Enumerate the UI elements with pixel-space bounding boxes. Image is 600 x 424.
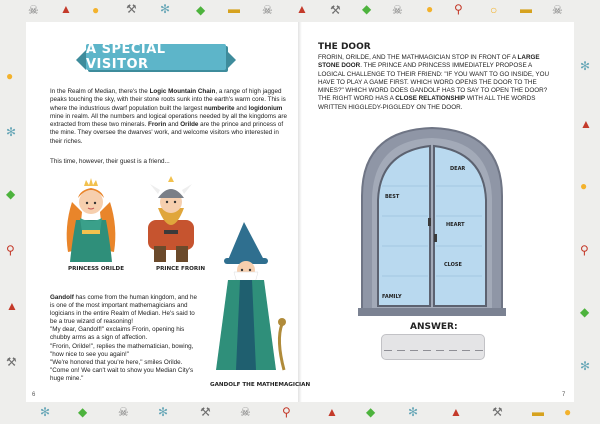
gem-icon: ◆ (580, 305, 590, 319)
door-handle-right (434, 234, 437, 242)
mushroom-icon: ▲ (580, 117, 592, 131)
coral-icon: ✻ (40, 405, 51, 419)
story-paragraph: In the Realm of Median, there's the Logic Mountain Chain, a range of high jagged peaks touching the sky, with their stone roots sunk into the earth's warm core. This is where the industrious dwarf population built the largest numberite and logidonium mine in realm. All the numbers and logical operations needed by all the kingdoms are extracted from these two minerals. Frorin and Orilde are the prince and princess of the mine. They oversee the dwarves' work, and welcome visitors who interested in their riches. (50, 88, 287, 145)
minecart-icon: ▬ (228, 2, 240, 16)
shovel-icon: ⚲ (282, 405, 291, 419)
answer-letter-slot (410, 350, 418, 351)
ring-icon: ○ (490, 3, 498, 17)
coral-icon: ✻ (158, 405, 169, 419)
guest-line: This time, however, their guest is a friend... (50, 158, 170, 165)
coin-icon: ● (92, 3, 100, 17)
coral-icon: ✻ (408, 405, 419, 419)
mushroom-icon: ▲ (60, 2, 72, 16)
answer-letter-slot (436, 350, 444, 351)
shovel-icon: ⚲ (6, 243, 15, 257)
gem-icon: ◆ (362, 2, 372, 16)
pickaxe-icon: ⚒ (492, 405, 503, 419)
answer-letter-slot (423, 350, 431, 351)
answer-letter-slot (462, 350, 470, 351)
minecart-icon: ▬ (520, 2, 532, 16)
princess-caption: PRINCESS ORILDE (68, 266, 125, 272)
door-word-family: FAMILY (382, 294, 402, 300)
skull-icon: ☠ (262, 3, 273, 17)
answer-letter-slot (475, 350, 483, 351)
answer-letter-slot (397, 350, 405, 351)
door-word-close: CLOSE (444, 262, 462, 268)
gem-icon: ◆ (366, 405, 376, 419)
mineral-name: logidonium (248, 104, 283, 112)
pickaxe-icon: ⚒ (6, 355, 17, 369)
mushroom-icon: ▲ (296, 2, 308, 16)
coral-icon: ✻ (580, 59, 591, 73)
answer-label: ANSWER: (410, 322, 458, 332)
character-name: Gandolf (50, 294, 74, 301)
skull-icon: ☠ (552, 3, 563, 17)
coral-icon: ✻ (6, 125, 17, 139)
chapter-banner (86, 44, 226, 70)
dialogue-line: "My dear, Gandolf!" exclaims Frorin, opening his chubby arms as a sign of affection. (50, 326, 185, 342)
banner-tail-left (76, 50, 86, 70)
place-name: Logic Mountain Chain (149, 88, 216, 95)
prince-caption: PRINCE FRORIN (156, 266, 205, 272)
skull-icon: ☠ (392, 3, 403, 17)
coral-icon: ✻ (160, 2, 171, 16)
wizard-caption: GANDOLF THE MATHEMAGICIAN (210, 382, 311, 388)
page-number-right: 7 (562, 392, 566, 398)
mineral-name: numberite (204, 104, 235, 112)
banner-tail-right (226, 50, 236, 70)
dialogue-line: "We're honored that you're here," smiles Orilde. "Come on! We can't wait to show you Median City's huge mine." (50, 358, 194, 382)
door-word-heart: HEART (446, 222, 465, 228)
gem-icon: ◆ (78, 405, 88, 419)
skull-icon: ☠ (118, 405, 129, 419)
dialogue-line: "Frorin, Orilde!", replies the mathematician, bowing, "how nice to see you again!" (50, 342, 194, 358)
princess-illustration (62, 172, 120, 264)
gandolf-paragraph: Gandolf has come from the human kingdom, and he is one of the most important mathemagicians and logicians in the entire Realm of Median. He's said to be a true wizard of reasoning! "My dear, Gandolf!" exclaims Frorin, opening his chubby arms as a sign of affection. "Frorin, Orilde!", replies the mathematician, bowing, "how nice to see you again!" "We're honored that you're here," smiles Orilde. "Come on! We can't wait to show you Median City's huge mine." (50, 294, 198, 382)
door-handle-left (428, 218, 431, 226)
stone-door (358, 126, 506, 316)
pickaxe-icon: ⚒ (200, 405, 211, 419)
mushroom-icon: ▲ (6, 299, 18, 313)
chapter-title: A SPECIAL VISITOR (86, 42, 166, 72)
coin-icon: ● (580, 179, 588, 193)
puzzle-text: FRORIN, ORILDE, AND THE MATHMAGICIAN STOP IN FRONT OF A LARGE STONE DOOR. THE PRINCE AND PRINCESS IMMEDIATELY PROPOSE A LOGICAL CHALLENGE TO THEIR FRIEND: "IF YOU WANT TO GO INSIDE, YOU HAVE TO PLAY A GAME FIRST. WHICH WORD OPENS THE DOOR TO THE MINES?" WHICH WORD DOES GANDOLF HAS TO SAY TO OPEN THE DOOR? THE RIGHT WORD HAS A CLOSE RELATIONSHIP WITH ALL THE WORDS WRITTEN HIGGLEDY-PIGGLEDY ON THE DOOR. (318, 54, 550, 111)
character-name: Orilde (180, 121, 199, 129)
minecart-icon: ▬ (532, 405, 544, 419)
book-gutter (298, 22, 302, 402)
skull-icon: ☠ (240, 405, 251, 419)
coral-icon: ✻ (580, 359, 591, 373)
coin-icon: ● (564, 405, 572, 419)
pickaxe-icon: ⚒ (126, 2, 137, 16)
page-number-left: 6 (32, 392, 36, 398)
mushroom-icon: ▲ (450, 405, 462, 419)
mushroom-icon: ▲ (326, 405, 338, 419)
answer-letter-slot (449, 350, 457, 351)
gem-icon: ◆ (196, 3, 206, 17)
prince-illustration (140, 172, 202, 264)
wizard-illustration (204, 220, 296, 378)
coin-icon: ● (6, 69, 14, 83)
pickaxe-icon: ⚒ (330, 3, 341, 17)
door-word-dear: DEAR (450, 166, 466, 172)
section-title: THE DOOR (318, 42, 371, 52)
door-left-panel (378, 146, 430, 306)
shovel-icon: ⚲ (454, 2, 463, 16)
answer-letter-slot (384, 350, 392, 351)
character-name: Frorin (148, 121, 167, 129)
answer-field[interactable] (381, 334, 485, 360)
skull-icon: ☠ (28, 3, 39, 17)
gem-icon: ◆ (6, 187, 16, 201)
coin-icon: ● (426, 2, 434, 16)
shovel-icon: ⚲ (580, 243, 589, 257)
door-word-best: BEST (385, 194, 400, 200)
